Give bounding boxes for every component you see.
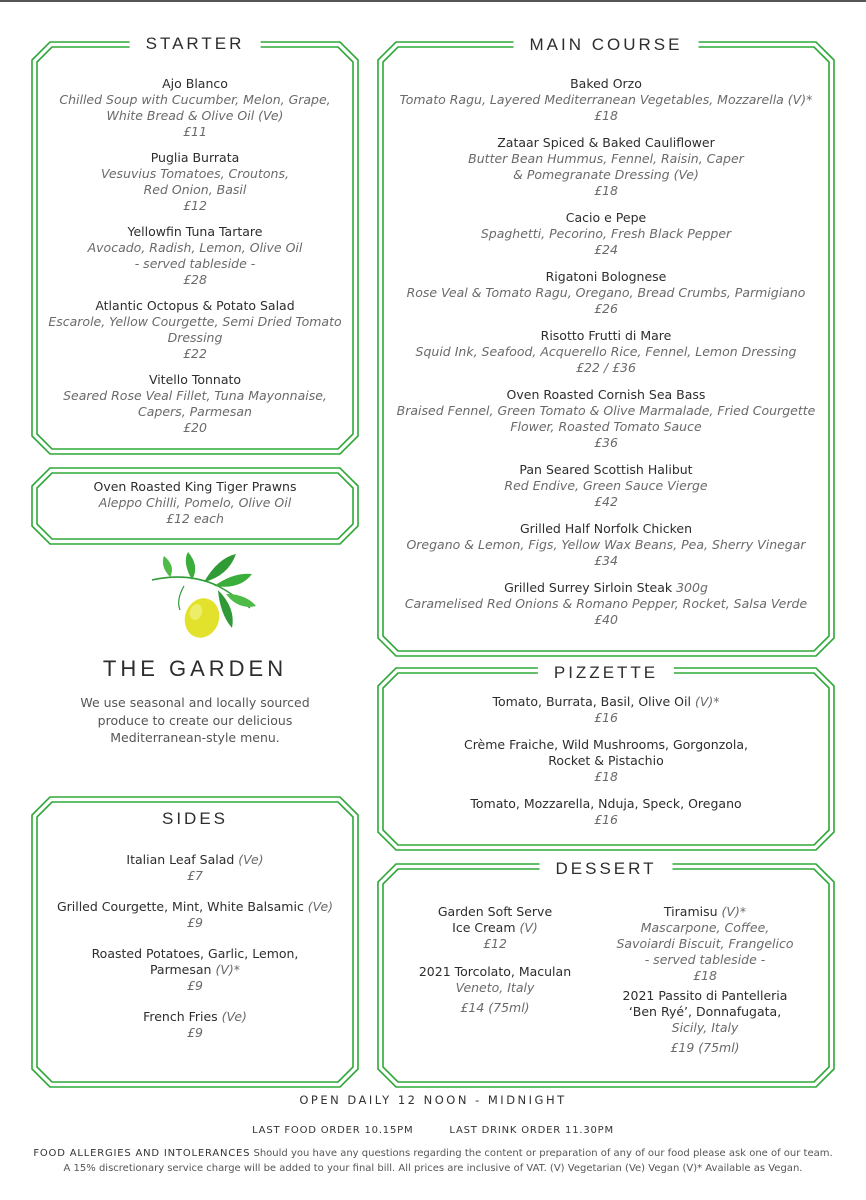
item-name-text: Cacio e Pepe	[565, 210, 647, 225]
item-price: £24	[594, 242, 618, 257]
item-name	[32, 946, 358, 978]
sides-title: SIDES	[146, 809, 244, 829]
item-name-text: Rigatoni Bolognese	[545, 269, 667, 284]
top-rule	[0, 0, 866, 2]
item-price: £19 (75ml)	[670, 1040, 740, 1055]
item-name-text: Ajo Blanco	[162, 76, 228, 91]
main-course-title: MAIN COURSE	[514, 35, 699, 55]
item-name-text: Atlantic Octopus & Potato Salad	[95, 298, 295, 313]
item-price: £12	[183, 198, 207, 213]
item-price: £22 / £36	[576, 360, 636, 375]
item-price: £12 each	[166, 511, 224, 526]
item-desc: Avocado, Radish, Lemon, Olive Oil - served tableside -	[87, 240, 303, 271]
item-price: £16	[594, 710, 618, 725]
item-desc: Escarole, Yellow Courgette, Semi Dried Tomato Dressing	[48, 314, 342, 345]
item-name-text: Oven Roasted Cornish Sea Bass	[506, 387, 706, 402]
dessert-right-column	[602, 904, 808, 1060]
item-name	[392, 904, 598, 936]
item-price: £9	[187, 1025, 203, 1040]
item-tag: 300g	[676, 580, 708, 595]
item-price: £16	[594, 812, 618, 827]
item-desc: Caramelised Red Onions & Romano Pepper, Rocket, Salsa Verde	[404, 596, 808, 611]
item-name-text: 2021 Torcolato, Maculan	[418, 964, 572, 979]
item-name	[392, 964, 598, 980]
item-price: £9	[187, 915, 203, 930]
item-name-text: Pan Seared Scottish Halibut	[519, 462, 693, 477]
item-name	[378, 580, 834, 596]
dessert-section	[378, 859, 834, 1087]
opening-hours: OPEN DAILY 12 NOON - MIDNIGHT	[299, 1093, 567, 1107]
item-tag: (Ve)	[307, 899, 334, 914]
item-price: £18	[693, 968, 717, 983]
item-name	[32, 372, 358, 388]
item-desc: Seared Rose Veal Fillet, Tuna Mayonnaise, Capers, Parmesan	[63, 388, 327, 419]
menu-item	[378, 76, 834, 124]
prawns-section	[32, 468, 358, 544]
main-course-section	[378, 35, 834, 656]
starter-section	[32, 34, 358, 454]
item-name-text: Roasted Potatoes, Garlic, Lemon, Parmesan	[91, 946, 299, 977]
item-name	[378, 328, 834, 344]
item-name-text: Garden Soft Serve Ice Cream	[437, 904, 553, 935]
allergy-notice	[0, 1146, 866, 1176]
item-price: £18	[594, 769, 618, 784]
item-tag: (V)	[519, 920, 538, 935]
item-name	[378, 694, 834, 710]
item-name-text: Tiramisu	[663, 904, 718, 919]
menu-item	[392, 904, 598, 952]
item-name-text: Baked Orzo	[570, 76, 642, 91]
item-desc: Mascarpone, Coffee, Savoiardi Biscuit, Frangelico - served tableside -	[616, 920, 794, 967]
menu-item	[378, 521, 834, 569]
item-name-text: Grilled Surrey Sirloin Steak	[504, 580, 673, 595]
sides-section	[32, 797, 358, 1087]
starter-title: STARTER	[130, 34, 261, 54]
item-name	[32, 1009, 358, 1025]
menu-item	[378, 796, 834, 828]
item-desc: Sicily, Italy	[671, 1020, 739, 1035]
item-name: Oven Roasted King Tiger Prawns	[93, 479, 297, 494]
item-name	[378, 462, 834, 478]
menu-item	[378, 328, 834, 376]
item-name-text: Grilled Half Norfolk Chicken	[519, 521, 693, 536]
item-price: £42	[594, 494, 618, 509]
last-orders	[0, 1125, 866, 1136]
lemon-branch-icon	[148, 550, 258, 642]
item-name	[378, 387, 834, 403]
item-desc: Aleppo Chilli, Pomelo, Olive Oil	[98, 495, 292, 510]
item-name-text: Tomato, Mozzarella, Nduja, Speck, Oregano	[470, 796, 742, 811]
item-price: £40	[594, 612, 618, 627]
menu-item	[602, 988, 808, 1056]
item-name	[378, 269, 834, 285]
menu-item	[32, 1009, 358, 1041]
item-name	[32, 899, 358, 915]
menu-item	[378, 694, 834, 726]
item-tag: (Ve)	[238, 852, 264, 867]
garden-title: THE GARDEN	[102, 656, 288, 681]
menu-item	[378, 387, 834, 451]
menu-item	[392, 964, 598, 1016]
item-desc: Veneto, Italy	[455, 980, 535, 995]
item-name-text: Italian Leaf Salad	[126, 852, 235, 867]
item-name-text: Vitello Tonnato	[148, 372, 242, 387]
item-name-text: Crème Fraiche, Wild Mushrooms, Gorgonzola, Rocket & Pistachio	[463, 737, 749, 768]
menu-item	[32, 852, 358, 884]
menu-item	[378, 462, 834, 510]
item-price: £20	[183, 420, 207, 435]
pizzette-title: PIZZETTE	[538, 663, 674, 683]
item-price: £18	[594, 108, 618, 123]
menu-item	[32, 298, 358, 362]
item-name	[32, 298, 358, 314]
item-desc: Butter Bean Hummus, Fennel, Raisin, Caper & Pomegranate Dressing (Ve)	[468, 151, 744, 182]
item-name-text: French Fries	[143, 1009, 218, 1024]
menu-item	[32, 372, 358, 436]
item-price: £18	[594, 183, 618, 198]
menu-item	[378, 210, 834, 258]
allergy-heading: FOOD ALLERGIES AND INTOLERANCES	[33, 1148, 251, 1159]
menu-item	[602, 904, 808, 984]
pizzette-list	[378, 694, 834, 839]
last-food-order: LAST FOOD ORDER 10.15PM	[252, 1125, 414, 1136]
item-tag: (V)*	[215, 962, 241, 977]
item-desc: Vesuvius Tomatoes, Croutons, Red Onion, Basil	[101, 166, 289, 197]
item-name	[378, 135, 834, 151]
sides-list	[32, 852, 358, 1056]
menu-item	[378, 580, 834, 628]
menu-item	[32, 224, 358, 288]
pizzette-section	[378, 663, 834, 850]
item-name	[378, 521, 834, 537]
item-name-text: 2021 Passito di Pantelleria ‘Ben Ryé’, Donnafugata,	[622, 988, 788, 1019]
menu-item	[32, 946, 358, 994]
item-desc: Rose Veal & Tomato Ragu, Oregano, Bread Crumbs, Parmigiano	[406, 285, 806, 300]
item-price: £12	[483, 936, 507, 951]
menu-item	[378, 135, 834, 199]
item-price: £9	[187, 978, 203, 993]
item-name-text: Tomato, Burrata, Basil, Olive Oil	[492, 694, 691, 709]
service-charge-text: A 15% discretionary service charge will be added to your final bill. All prices are inclusive of VAT. (V) Vegetarian (Ve) Vegan (V)* Available as Vegan.	[63, 1163, 803, 1174]
menu-item	[378, 737, 834, 785]
item-tag: (V)*	[694, 694, 720, 709]
starter-list	[32, 76, 358, 446]
item-desc: Squid Ink, Seafood, Acquerello Rice, Fennel, Lemon Dressing	[415, 344, 797, 359]
item-name	[32, 150, 358, 166]
item-price: £22	[183, 346, 207, 361]
item-name-text: Risotto Frutti di Mare	[540, 328, 672, 343]
prawns-item	[32, 479, 358, 527]
item-desc: Chilled Soup with Cucumber, Melon, Grape, White Bread & Olive Oil (Ve)	[59, 92, 331, 123]
item-price: £7	[187, 868, 203, 883]
item-name-text: Grilled Courgette, Mint, White Balsamic	[56, 899, 304, 914]
item-desc: Braised Fennel, Green Tomato & Olive Marmalade, Fried Courgette Flower, Roasted Tomato Sauce	[396, 403, 816, 434]
item-desc: Oregano & Lemon, Figs, Yellow Wax Beans, Pea, Sherry Vinegar	[406, 537, 806, 552]
item-name-text: Zataar Spiced & Baked Cauliflower	[497, 135, 715, 150]
item-name	[602, 904, 808, 920]
item-desc: Tomato Ragu, Layered Mediterranean Vegetables, Mozzarella (V)*	[399, 92, 813, 107]
main-course-list	[378, 76, 834, 639]
item-price: £36	[594, 435, 618, 450]
item-name	[602, 988, 808, 1020]
item-name	[378, 76, 834, 92]
item-desc: Red Endive, Green Sauce Vierge	[504, 478, 708, 493]
dessert-title: DESSERT	[540, 859, 673, 879]
item-price: £26	[594, 301, 618, 316]
menu-item	[32, 150, 358, 214]
item-price: £34	[594, 553, 618, 568]
item-name	[378, 737, 834, 769]
allergy-text: Should you have any questions regarding the content or preparation of any of our food please ask one of our team.	[253, 1148, 833, 1159]
item-name	[378, 796, 834, 812]
item-name	[378, 210, 834, 226]
dessert-left-column	[392, 904, 598, 1028]
item-name	[32, 224, 358, 240]
menu-item	[32, 76, 358, 140]
item-tag: (Ve)	[221, 1009, 247, 1024]
item-price: £11	[183, 124, 207, 139]
item-tag: (V)*	[721, 904, 747, 919]
item-name-text: Yellowfin Tuna Tartare	[127, 224, 263, 239]
menu-item	[32, 899, 358, 931]
menu-item	[378, 269, 834, 317]
item-name	[32, 76, 358, 92]
garden-description: We use seasonal and locally sourced produce to create our delicious Mediterranean-style menu.	[80, 695, 310, 745]
item-price: £28	[183, 272, 207, 287]
item-price: £14 (75ml)	[460, 1000, 530, 1015]
item-desc: Spaghetti, Pecorino, Fresh Black Pepper	[480, 226, 732, 241]
item-name	[32, 852, 358, 868]
item-name-text: Puglia Burrata	[150, 150, 240, 165]
last-drink-order: LAST DRINK ORDER 11.30PM	[449, 1125, 614, 1136]
